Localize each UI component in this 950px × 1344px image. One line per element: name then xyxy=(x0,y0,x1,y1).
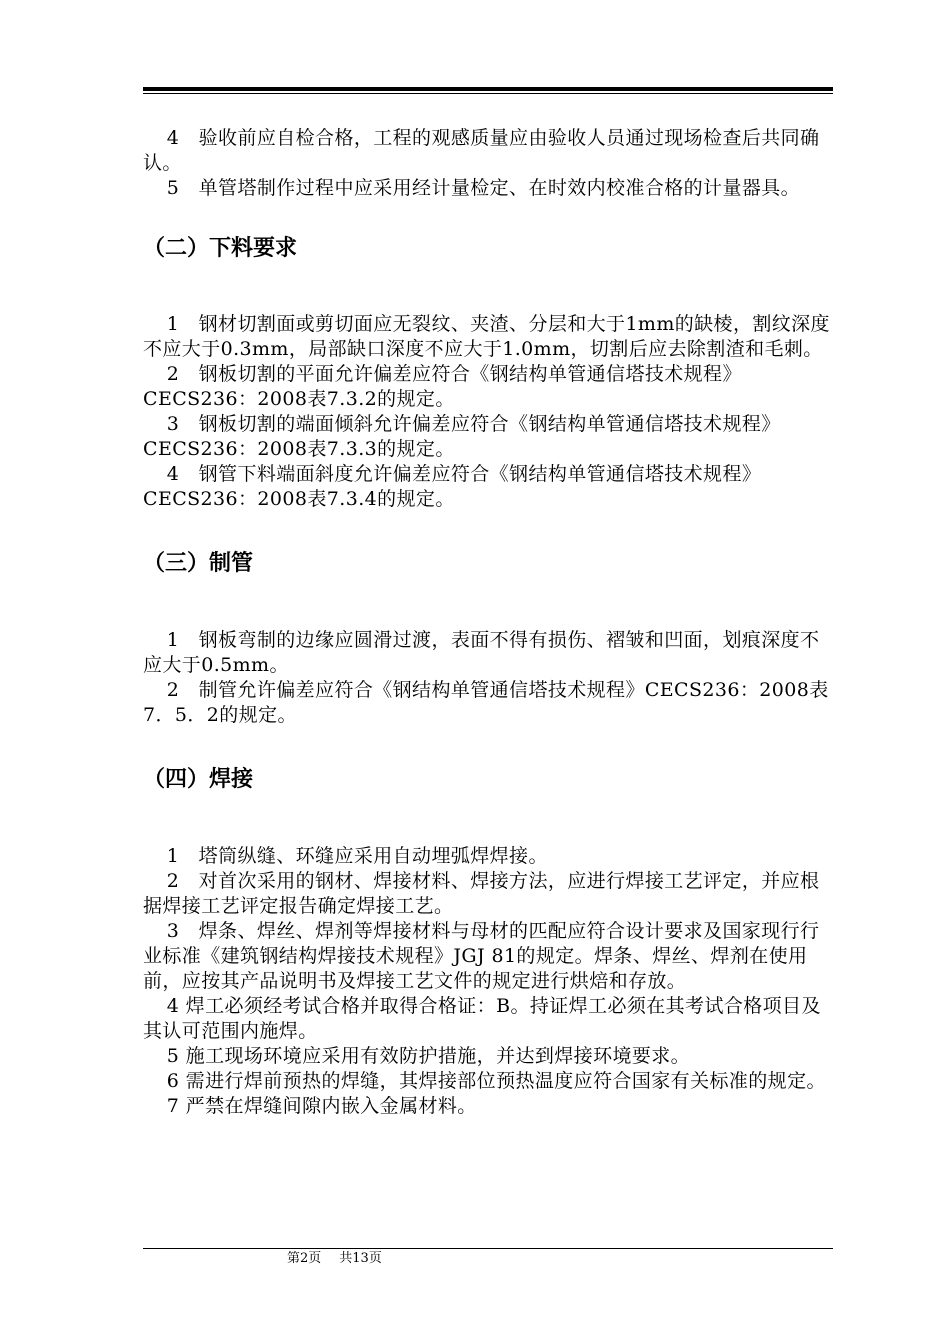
paragraph: 2 制管允许偏差应符合《钢结构单管通信塔技术规程》CECS236：2008表7．5．2的规定。 xyxy=(143,679,829,726)
paragraph: 1 钢板弯制的边缘应圆滑过渡，表面不得有损伤、褶皱和凹面，划痕深度不应大于0.5mm。 xyxy=(143,629,820,676)
header-rule-thin xyxy=(143,93,833,94)
paragraph: 3 焊条、焊丝、焊剂等焊接材料与母材的匹配应符合设计要求及国家现行行业标准《建筑钢结构焊接技术规程》JGJ 81的规定。焊条、焊丝、焊剂在使用前，应按其产品说明书及焊接工艺文件的规定进行烘焙和存放。 xyxy=(143,920,820,992)
header-rule-thick xyxy=(143,87,833,91)
footer-rule xyxy=(143,1248,833,1249)
section-welding xyxy=(143,765,837,1119)
section-cutting xyxy=(143,234,837,512)
page-total: 共13页 xyxy=(339,1251,382,1266)
document-body xyxy=(143,126,837,1119)
section-intro xyxy=(143,126,837,201)
section-pipe-making xyxy=(143,549,837,728)
paragraph: 5 单管塔制作过程中应采用经计量检定、在时效内校准合格的计量器具。 xyxy=(166,177,801,199)
paragraph: 4 钢管下料端面斜度允许偏差应符合《钢结构单管通信塔技术规程》CECS236：2008表7.3.4的规定。 xyxy=(143,463,762,510)
paragraph: 2 对首次采用的钢材、焊接材料、焊接方法，应进行焊接工艺评定，并应根据焊接工艺评定报告确定焊接工艺。 xyxy=(143,870,820,917)
paragraph: 1 塔筒纵缝、环缝应采用自动埋弧焊焊接。 xyxy=(166,845,548,867)
paragraph: 6 需进行焊前预热的焊缝，其焊接部位预热温度应符合国家有关标准的规定。 xyxy=(166,1070,826,1092)
page-number: 第2页 xyxy=(287,1251,322,1266)
page-footer xyxy=(287,1250,400,1268)
paragraph: 4 焊工必须经考试合格并取得合格证：B。持证焊工必须在其考试合格项目及其认可范围内施焊。 xyxy=(143,995,821,1042)
paragraph: 5 施工现场环境应采用有效防护措施，并达到焊接环境要求。 xyxy=(166,1045,691,1067)
section-heading: （四）焊接 xyxy=(143,767,254,792)
paragraph: 4 验收前应自检合格，工程的观感质量应由验收人员通过现场检查后共同确认。 xyxy=(143,127,820,174)
paragraph: 2 钢板切割的平面允许偏差应符合《钢结构单管通信塔技术规程》CECS236：2008表7.3.2的规定。 xyxy=(143,363,742,410)
paragraph: 7 严禁在焊缝间隙内嵌入金属材料。 xyxy=(166,1095,477,1117)
section-heading: （三）制管 xyxy=(143,551,254,576)
paragraph: 1 钢材切割面或剪切面应无裂纹、夹渣、分层和大于1mm的缺棱，割纹深度不应大于0.3mm，局部缺口深度不应大于1.0mm，切割后应去除割渣和毛刺。 xyxy=(143,313,830,360)
paragraph: 3 钢板切割的端面倾斜允许偏差应符合《钢结构单管通信塔技术规程》CECS236：2008表7.3.3的规定。 xyxy=(143,413,781,460)
section-heading: （二）下料要求 xyxy=(143,236,298,261)
